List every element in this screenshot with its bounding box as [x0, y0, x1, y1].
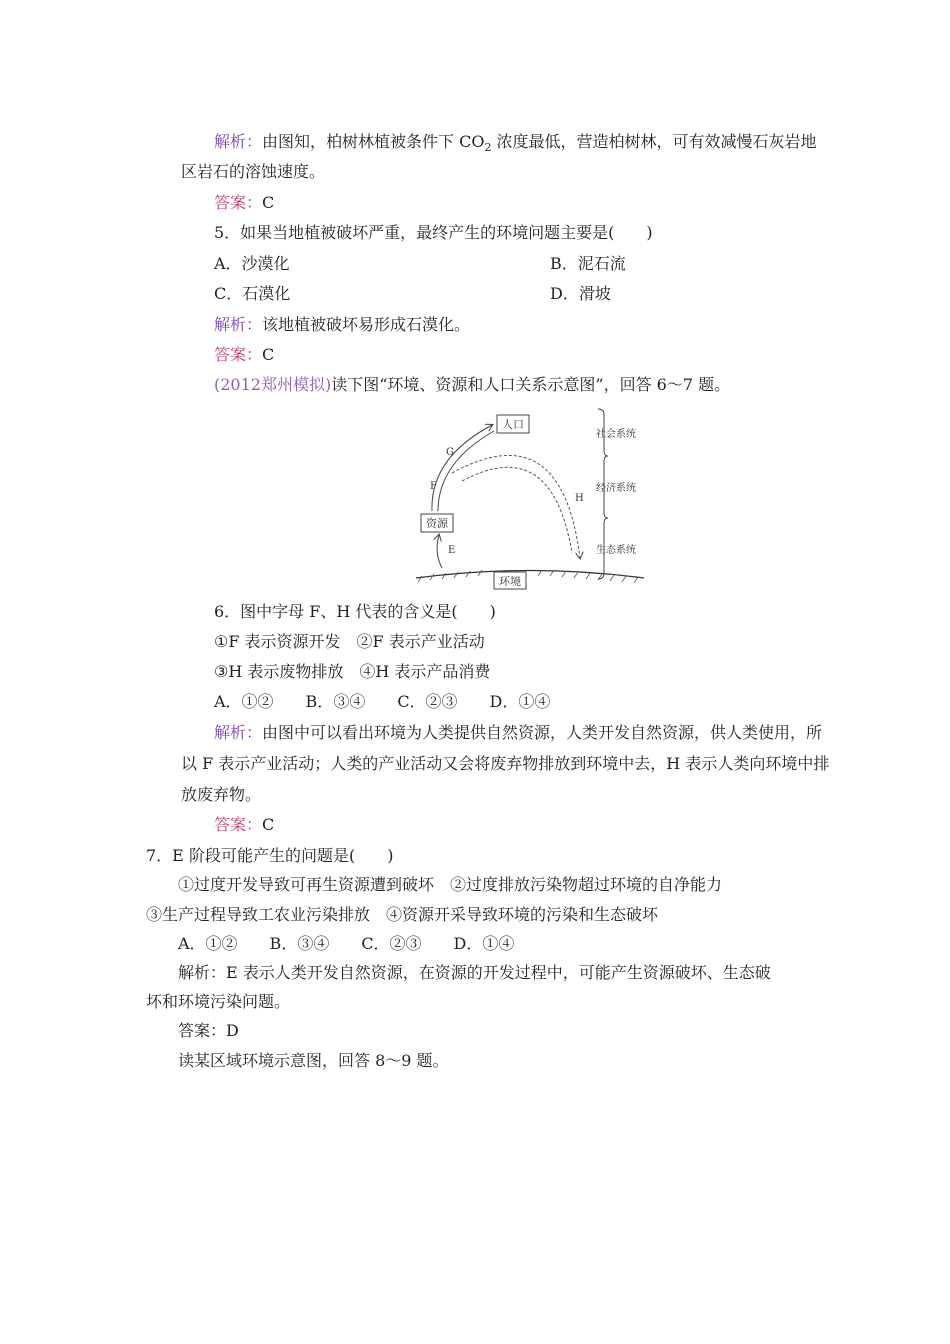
arrow-h-outer [452, 455, 580, 558]
letter-e: E [448, 545, 456, 556]
co2-text: CO [459, 132, 485, 151]
q4-answer [214, 192, 274, 214]
q6-analysis-line1 [214, 722, 822, 744]
q6-answer-label: 答案： [214, 815, 263, 834]
q6-stem: 6．图中字母 F、H 代表的含义是( ) [214, 602, 496, 621]
source-note: (2012郑州模拟) [214, 375, 332, 394]
q5-option-d: D．滑坡 [550, 284, 611, 303]
q6-analysis-line3: 放废弃物。 [181, 785, 262, 804]
q4-analysis-text-a: 由图知，柏树林植被条件下 [262, 132, 460, 151]
letter-g: G [446, 447, 454, 458]
eco-system-label: 生态系统 [596, 545, 636, 556]
q4-answer-label: 答案： [214, 193, 263, 212]
co2-subscript: 2 [484, 141, 492, 155]
q5-option-a: A．沙漠化 [214, 254, 290, 273]
ground-hatching [418, 570, 638, 583]
q7-items-line1: ①过度开发导致可再生资源遭到破坏 ②过度排放污染物超过环境的自净能力 [178, 875, 723, 894]
q4-analysis-line2: 区岩石的溶蚀速度。 [181, 162, 326, 181]
q7-analysis-line2: 坏和环境污染问题。 [146, 992, 291, 1011]
arrow-h-inner [462, 467, 572, 553]
q4-analysis-text-b: 浓度最低，营造柏树林，可有效减慢石灰岩地 [491, 132, 817, 151]
q5-analysis-text: 该地植被破坏易形成石漠化。 [262, 315, 471, 334]
q5-analysis-label: 解析： [214, 315, 263, 334]
q5-stem: 5．如果当地植被破坏严重，最终产生的环境问题主要是( ) [214, 223, 653, 242]
co2-formula [459, 132, 492, 155]
q7-analysis-line1: 解析：E 表示人类开发自然资源，在资源的开发过程中，可能产生资源破坏、生态破 [178, 963, 771, 982]
population-label: 人口 [502, 418, 524, 431]
resources-label: 资源 [426, 517, 448, 530]
q4-analysis-line1 [214, 131, 817, 159]
q6-items-line1: ①F 表示资源开发 ②F 表示产业活动 [214, 632, 485, 651]
q6-analysis-line2: 以 F 表示产业活动；人类的产业活动又会将废弃物排放到环境中去，H 表示人类向环境中排 [181, 754, 830, 773]
q7-stem: 7．E 阶段可能产生的问题是( ) [146, 846, 394, 865]
q7-answer: 答案：D [178, 1021, 239, 1040]
environment-label: 环境 [499, 575, 521, 588]
q5-answer-value: C [262, 345, 275, 364]
q5-answer [214, 344, 274, 366]
q5-option-b: B．泥石流 [550, 254, 626, 273]
q6-analysis-text1: 由图中可以看出环境为人类提供自然资源，人类开发自然资源，供人类使用，所 [262, 723, 823, 742]
letter-f: F [430, 481, 437, 492]
q4-analysis-label: 解析： [214, 132, 263, 151]
arrow-e [437, 535, 442, 568]
social-system-label: 社会系统 [596, 429, 636, 440]
q5-answer-label: 答案： [214, 345, 263, 364]
environment-resource-population-diagram [412, 403, 648, 593]
economic-system-label: 经济系统 [596, 483, 636, 494]
q6-analysis-label: 解析： [214, 723, 263, 742]
q5-analysis [214, 314, 470, 336]
ground-line [416, 571, 644, 579]
intro-text: 读下图“环境、资源和人口关系示意图”，回答 6～7 题。 [331, 375, 731, 394]
q4-answer-value: C [262, 193, 275, 212]
letter-h: H [575, 493, 584, 504]
intro-6-7 [214, 374, 730, 396]
intro-8-9: 读某区域环境示意图，回答 8～9 题。 [178, 1051, 449, 1070]
q6-options: A．①② B．③④ C．②③ D．①④ [214, 692, 551, 711]
q7-items-line2: ③生产过程导致工农业污染排放 ④资源开采导致环境的污染和生态破坏 [146, 905, 659, 924]
q6-answer-value: C [262, 815, 275, 834]
q7-options: A．①② B．③④ C．②③ D．①④ [178, 934, 515, 953]
q6-items-line2: ③H 表示废物排放 ④H 表示产品消费 [214, 662, 491, 681]
q5-option-c: C．石漠化 [214, 284, 291, 303]
q6-answer [214, 814, 274, 836]
